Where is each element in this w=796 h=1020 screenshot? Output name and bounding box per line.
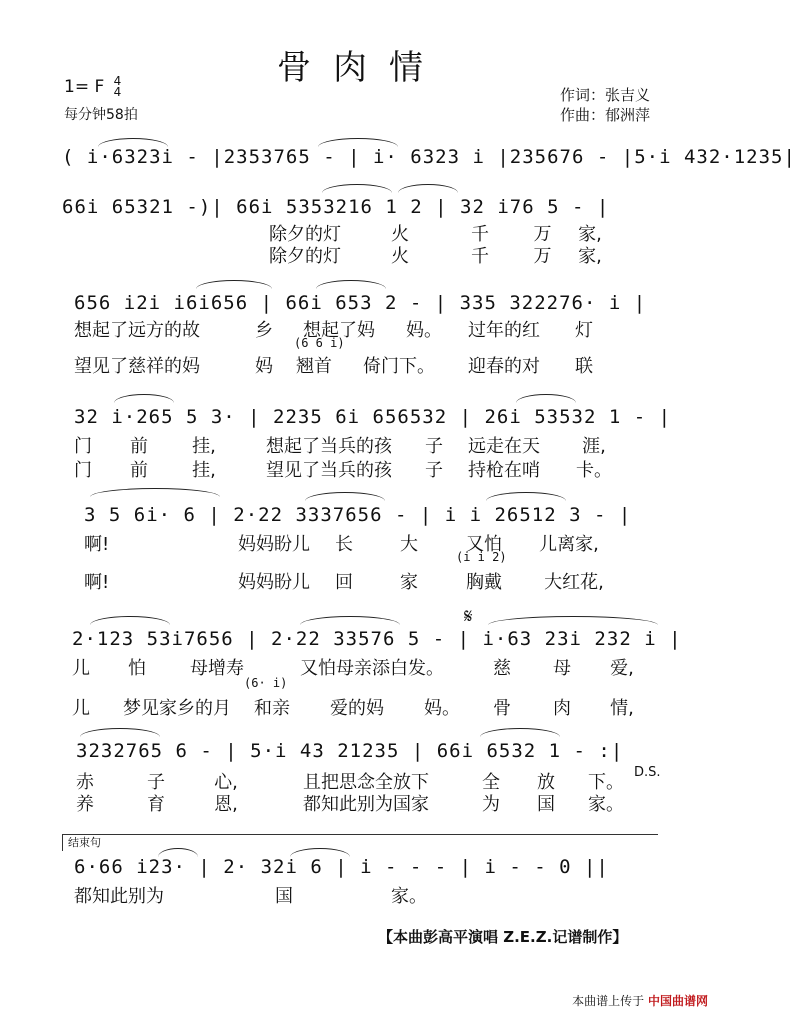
slur bbox=[318, 138, 398, 147]
slur bbox=[90, 488, 220, 497]
upload-source: 本曲谱上传于 中国曲谱网 bbox=[572, 994, 708, 1008]
dal-segno-marking: D.S. bbox=[634, 765, 661, 780]
lyricist-credit: 作词：张吉义 bbox=[560, 86, 651, 104]
lyrics-line-5-verse-1: 啊! 妈妈盼儿 长 大 又怕 儿离家, bbox=[84, 534, 599, 555]
lyrics-line-6-verse-2: 儿 梦见家乡的月 和亲 爱的妈 妈。 骨 肉 情, bbox=[72, 698, 634, 719]
lyrics-line-3-verse-1: 想起了远方的故 乡 想起了妈 妈。 过年的红 灯 bbox=[74, 320, 593, 341]
cue-notes: (6· i) bbox=[244, 676, 288, 690]
slur bbox=[196, 280, 272, 289]
slur bbox=[114, 394, 174, 403]
notation-line-2: 66i 65321 -)| 66i 5353216 1 2 | 32 i76 5 - | bbox=[62, 196, 610, 218]
slur bbox=[80, 728, 160, 737]
lyrics-line-2-verse-2: 除夕的灯 火 千 万 家, bbox=[269, 246, 602, 267]
slur bbox=[98, 138, 168, 147]
slur bbox=[488, 616, 658, 625]
cue-notes: (i i 2) bbox=[456, 550, 507, 564]
slur bbox=[300, 616, 400, 625]
key-signature: 1= F 4 4 bbox=[64, 74, 122, 99]
notation-line-1: ( i·6323i - |2353765 - | i· 6323 i |235676 - |5·i 432·1235| bbox=[62, 146, 796, 168]
slur bbox=[90, 616, 170, 625]
lyrics-line-7-verse-2: 养 育 恩, 都知此别为国家 为 国 家。 bbox=[76, 794, 624, 815]
lyrics-line-3-verse-2: 望见了慈祥的妈 妈 翘首 倚门下。 迎春的对 联 bbox=[74, 356, 593, 377]
lyrics-line-7-verse-1: 赤 子 心, 且把思念全放下 全 放 下。 bbox=[76, 772, 624, 793]
slur bbox=[398, 184, 458, 193]
lyrics-line-4-verse-2: 门 前 挂, 望见了当兵的孩 子 持枪在哨 卡。 bbox=[74, 460, 612, 481]
time-signature-bottom: 4 bbox=[113, 85, 122, 99]
slur bbox=[486, 492, 566, 501]
segno-sign: 𝄋 bbox=[464, 604, 473, 628]
lyrics-line-2-verse-1: 除夕的灯 火 千 万 家, bbox=[269, 224, 602, 245]
slur bbox=[316, 280, 386, 289]
slur bbox=[480, 728, 560, 737]
notation-line-8: 6·66 i23· | 2· 32i 6 | i - - - | i - - 0 || bbox=[74, 856, 609, 878]
lyrics-line-4-verse-1: 门 前 挂, 想起了当兵的孩 子 远走在天 涯, bbox=[74, 436, 606, 457]
time-signature-top: 4 bbox=[113, 74, 122, 88]
notation-line-4: 32 i·265 5 3· | 2235 6i 656532 | 26i 53532 1 - | bbox=[74, 406, 672, 428]
ending-bracket bbox=[62, 834, 658, 851]
ending-label: 结束句 bbox=[68, 836, 101, 849]
tempo-marking: 每分钟58拍 bbox=[64, 107, 138, 123]
notation-line-3: 656 i2i i6i656 | 66i 653 2 - | 335 322276· i | bbox=[74, 292, 647, 314]
site-logo: 中国曲谱网 bbox=[647, 994, 708, 1008]
song-title: 骨肉情 bbox=[277, 48, 445, 88]
cue-notes: (6 6 i) bbox=[294, 336, 345, 350]
notation-line-7: 3232765 6 - | 5·i 43 21235 | 66i 6532 1 - :| bbox=[76, 740, 624, 762]
lyrics-line-6-verse-1: 儿 怕 母增寿 又怕母亲添白发。 慈 母 爱, bbox=[72, 658, 634, 679]
lyrics-line-8: 都知此别为 国 家。 bbox=[74, 886, 427, 907]
lyrics-line-5-verse-2: 啊! 妈妈盼儿 回 家 胸戴 大红花, bbox=[84, 572, 604, 593]
slur bbox=[516, 394, 576, 403]
slur bbox=[305, 492, 385, 501]
composer-credit: 作曲：郁洲萍 bbox=[560, 106, 651, 124]
notation-line-5: 3 5 6i· 6 | 2·22 3337656 - | i i 26512 3 - | bbox=[84, 504, 632, 526]
notation-line-6: 2·123 53i7656 | 2·22 33576 5 - | i·63 23i 232 i | bbox=[72, 628, 682, 650]
slur bbox=[322, 184, 392, 193]
performer-credit: 【本曲彭高平演唱 Z.E.Z.记谱制作】 bbox=[378, 928, 628, 946]
